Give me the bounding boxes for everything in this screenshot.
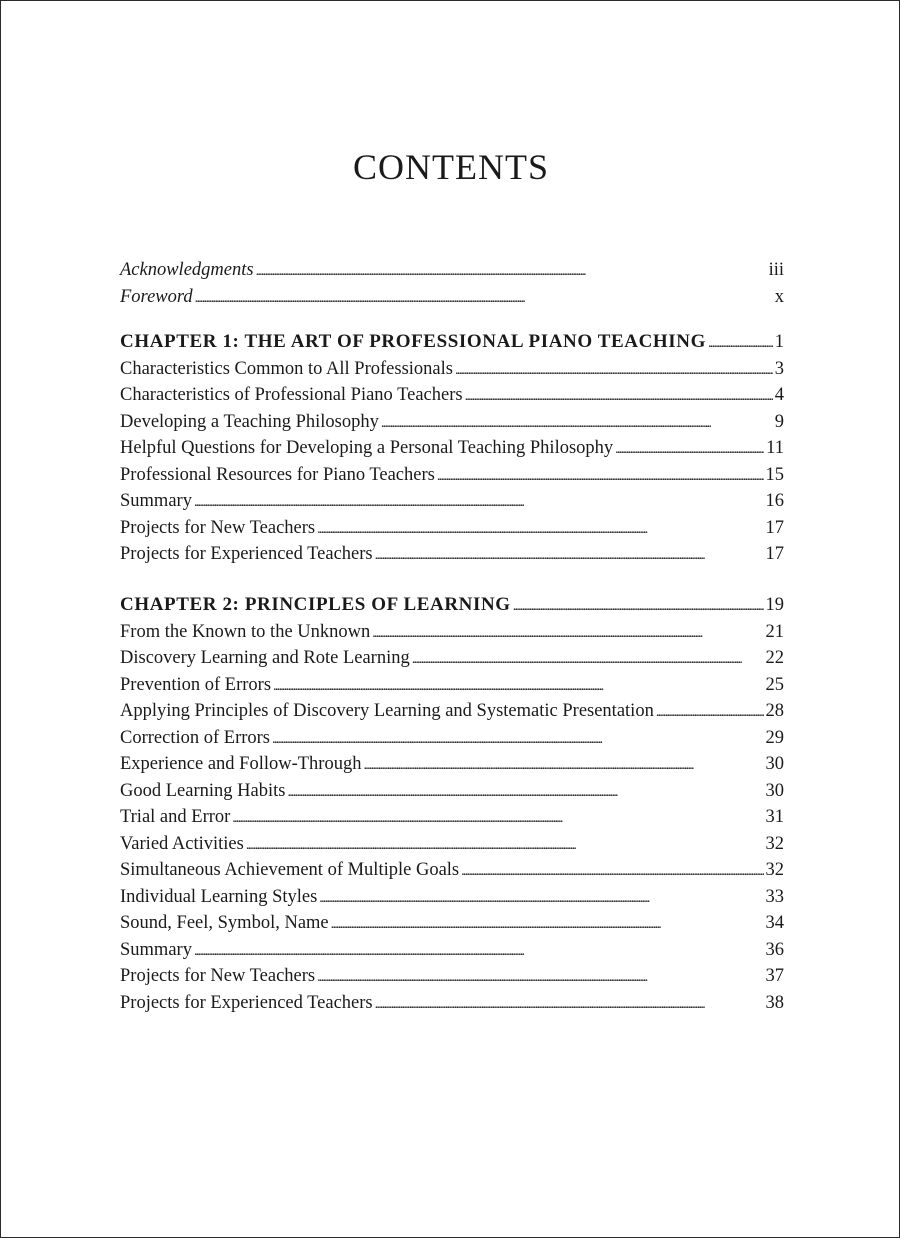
toc-entry-page: 25 <box>765 674 784 695</box>
toc-entry-label: Characteristics of Professional Piano Teachers <box>120 385 463 405</box>
toc-entry[interactable] <box>120 937 784 964</box>
toc-entry[interactable] <box>120 409 784 436</box>
toc-entry[interactable] <box>120 884 784 911</box>
toc-entry[interactable] <box>120 462 784 489</box>
dot-leader <box>273 674 763 701</box>
toc-entry[interactable] <box>120 990 784 1017</box>
dot-leader <box>375 543 764 570</box>
dot-leader <box>256 259 767 286</box>
toc-entry-page: 4 <box>774 385 784 405</box>
chapter-heading[interactable] <box>120 329 784 356</box>
toc-entry-page: 29 <box>765 727 784 748</box>
dot-leader <box>363 753 763 780</box>
toc-entry[interactable] <box>120 804 784 831</box>
chapter-1-block <box>120 329 784 568</box>
chapter-heading[interactable] <box>120 592 784 619</box>
toc-entry-label: Applying Principles of Discovery Learning and Systematic Presentation <box>120 701 654 721</box>
dot-leader <box>194 490 764 517</box>
toc-entry[interactable] <box>120 619 784 646</box>
toc-entry[interactable] <box>120 515 784 542</box>
dot-leader <box>194 939 764 966</box>
toc-entry[interactable] <box>120 488 784 515</box>
front-matter-list <box>120 257 784 310</box>
dot-leader <box>331 912 764 939</box>
toc-entry-label: Characteristics Common to All Professionals <box>120 358 453 379</box>
chapter-title: CHAPTER 2: PRINCIPLES OF LEARNING <box>120 594 511 615</box>
toc-entry-acknowledgments[interactable] <box>120 257 784 284</box>
toc-entry-page: 32 <box>765 833 784 854</box>
toc-entry-page: 22 <box>765 648 784 668</box>
toc-entry[interactable] <box>120 356 784 383</box>
toc-entry[interactable] <box>120 382 784 409</box>
toc-entry-label: Varied Activities <box>120 833 244 854</box>
toc-entry-label: Trial and Error <box>120 807 231 827</box>
toc-entry-label: Developing a Teaching Philosophy <box>120 411 379 432</box>
dot-leader <box>375 992 764 1019</box>
toc-entry[interactable] <box>120 645 784 672</box>
toc-entry-page: 9 <box>774 411 784 432</box>
dot-leader <box>465 384 773 411</box>
dot-leader <box>195 286 773 313</box>
dot-leader <box>317 517 763 544</box>
toc-entry[interactable] <box>120 963 784 990</box>
chapter-title: CHAPTER 1: THE ART OF PROFESSIONAL PIANO TEACHING <box>120 331 706 352</box>
toc-entry-page: 32 <box>765 860 784 880</box>
dot-leader <box>437 464 764 491</box>
toc-entry[interactable] <box>120 435 784 462</box>
dot-leader <box>372 621 763 648</box>
dot-leader <box>246 833 764 860</box>
dot-leader <box>615 437 764 464</box>
toc-entry-page: 19 <box>765 595 784 615</box>
toc-entry-label: Summary <box>120 491 192 511</box>
toc-entry-label: Professional Resources for Piano Teachers <box>120 464 435 485</box>
toc-entry-page: 30 <box>765 754 784 774</box>
toc-entry-label: Prevention of Errors <box>120 674 272 695</box>
toc-entry-page: 1 <box>774 332 784 352</box>
toc-entry-page: 28 <box>765 701 784 721</box>
toc-entry[interactable] <box>120 910 784 937</box>
toc-entry-label: Projects for New Teachers <box>120 517 316 538</box>
toc-entry[interactable] <box>120 725 784 752</box>
toc-entry[interactable] <box>120 698 784 725</box>
dot-leader <box>381 411 773 438</box>
dot-leader <box>412 647 764 674</box>
toc-entry-label: Correction of Errors <box>120 727 271 748</box>
toc-entry[interactable] <box>120 541 784 568</box>
dot-leader <box>317 965 763 992</box>
dot-leader <box>319 886 763 913</box>
dot-leader <box>461 859 763 886</box>
toc-entry[interactable] <box>120 857 784 884</box>
toc-entry[interactable] <box>120 672 784 699</box>
toc-entry-label: Foreword <box>120 286 193 307</box>
toc-entry-page: 36 <box>765 939 784 960</box>
toc-entry-label: From the Known to the Unknown <box>120 621 371 642</box>
toc-entry-label: Experience and Follow-Through <box>120 754 362 774</box>
toc-entry-page: 15 <box>765 464 784 485</box>
page-title: CONTENTS <box>353 147 549 187</box>
toc-entry-label: Projects for Experienced Teachers <box>120 544 373 564</box>
toc-entry-label: Sound, Feel, Symbol, Name <box>120 913 329 933</box>
chapter-2-block <box>120 592 784 1016</box>
toc-entry-page: 21 <box>765 621 784 642</box>
toc-entry[interactable] <box>120 778 784 805</box>
dot-leader <box>232 806 763 833</box>
dot-leader <box>656 700 764 727</box>
toc-entry-page: 31 <box>765 807 784 827</box>
toc-entry-label: Summary <box>120 939 192 960</box>
toc-entry-page: iii <box>768 260 784 280</box>
toc-entry-page: 17 <box>765 517 784 538</box>
toc-entry-page: 16 <box>765 491 784 511</box>
dot-leader <box>455 358 773 385</box>
toc-entry-page: 11 <box>766 438 784 458</box>
toc-entry-label: Projects for Experienced Teachers <box>120 992 373 1013</box>
toc-entry-label: Good Learning Habits <box>120 780 286 801</box>
toc-entry[interactable] <box>120 831 784 858</box>
toc-entry-page: x <box>774 286 784 307</box>
toc-entry-page: 37 <box>765 966 784 986</box>
toc-entry-label: Projects for New Teachers <box>120 966 316 986</box>
toc-entry-page: 30 <box>765 780 784 801</box>
toc-entry-label: Simultaneous Achievement of Multiple Goals <box>120 860 460 880</box>
dot-leader <box>513 594 764 621</box>
toc-entry-label: Individual Learning Styles <box>120 886 318 907</box>
dot-leader <box>708 331 773 358</box>
toc-entry[interactable] <box>120 751 784 778</box>
toc-entry-page: 38 <box>765 992 784 1013</box>
toc-entry-page: 3 <box>774 358 784 379</box>
toc-entry-page: 17 <box>765 544 784 564</box>
toc-entry-page: 33 <box>765 886 784 907</box>
toc-entry-foreword[interactable] <box>120 284 784 311</box>
toc-entry-label: Helpful Questions for Developing a Personal Teaching Philosophy <box>120 438 614 458</box>
dot-leader <box>272 727 763 754</box>
toc-entry-label: Acknowledgments <box>120 260 254 280</box>
dot-leader <box>287 780 763 807</box>
toc-entry-label: Discovery Learning and Rote Learning <box>120 648 410 668</box>
toc-entry-page: 34 <box>765 913 784 933</box>
